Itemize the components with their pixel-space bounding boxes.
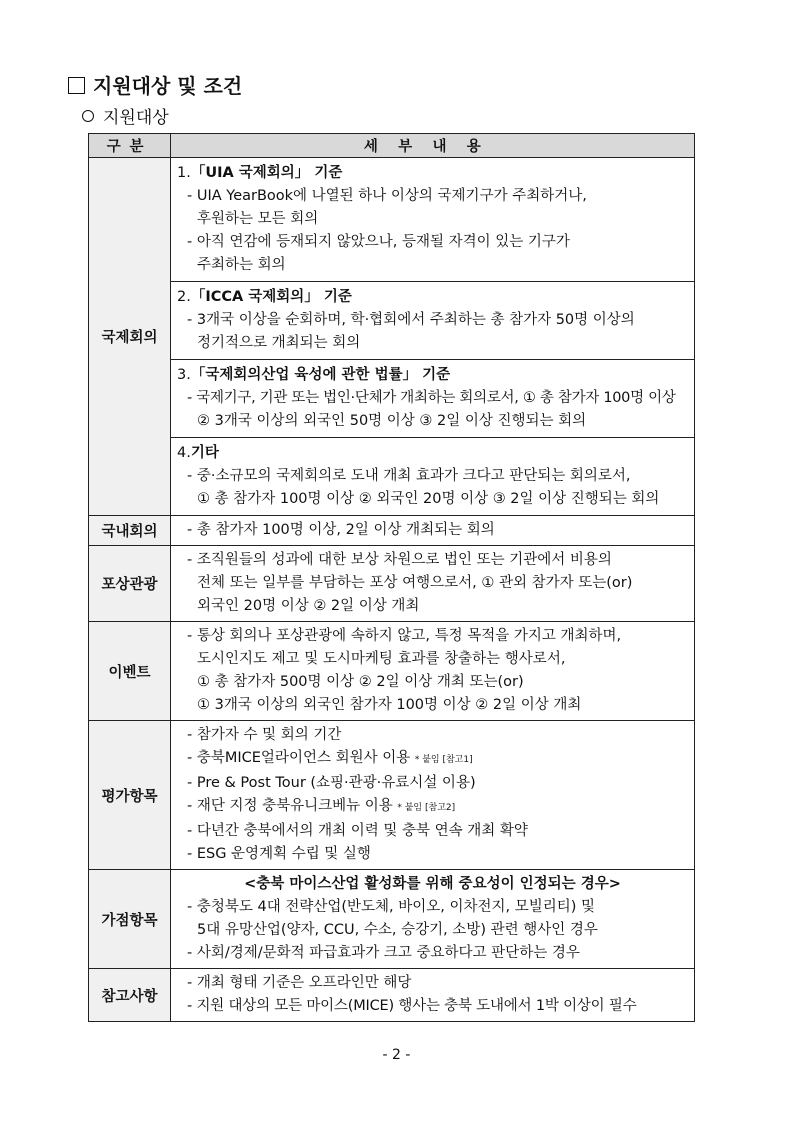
event-line4: ① 3개국 이상의 외국인 참가자 100명 이상 ② 2일 이상 개최 [197,697,582,713]
intl-other-num: 4. [177,445,191,461]
notes-line2: - 지원 대상의 모든 마이스(MICE) 행사는 충북 도내에서 1박 이상이 필수 [187,998,637,1014]
evaluation-note2: * 붙임 [참고2] [397,803,456,813]
intl-icca-num: 2. [177,289,191,305]
intl-other-line1: - 중·소규모의 국제회의로 도내 개최 효과가 크다고 판단되는 회의로서, [187,468,631,484]
intl-uia-num: 1. [177,165,191,181]
table-row-intl-s4 [89,438,695,516]
evaluation-line6: - ESG 운영계획 수립 및 실행 [187,846,371,862]
intl-law-line2: ② 3개국 이상의 외국인 50명 이상 ③ 2일 이상 진행되는 회의 [197,413,587,429]
subsection-heading-text: 지원대상 [103,108,169,128]
domestic-details [171,516,695,546]
table-header-row [89,134,695,158]
bonus-line1: - 충청북도 4대 전략산업(반도체, 바이오, 이차전지, 모빌리티) 및 [187,899,596,915]
table-row-intl-s3 [89,360,695,438]
bonus-details [171,870,695,969]
event-line2: 도시인지도 제고 및 도시마케팅 효과를 창출하는 행사로서, [197,651,566,667]
evaluation-line1: - 참가자 수 및 회의 기간 [187,727,342,743]
header-details: 세부내용 [171,134,695,158]
category-international-conference: 국제회의 [89,158,171,516]
notes-line1: - 개최 형태 기준은 오프라인만 해당 [187,975,412,991]
event-details [171,622,695,721]
intl-other-criteria [171,438,695,516]
incentive-details [171,546,695,622]
support-criteria-table [88,133,695,1022]
intl-other-line2: ① 총 참가자 100명 이상 ② 외국인 20명 이상 ③ 2일 이상 진행되는 회의 [197,491,660,507]
bonus-line2: 5대 유망산업(양자, CCU, 수소, 승강기, 소방) 관련 행사인 경우 [197,922,598,938]
intl-icca-line1: - 3개국 이상을 순회하며, 학·협회에서 주최하는 총 참가자 50명 이상의 [187,312,635,328]
category-notes: 참고사항 [89,969,171,1022]
incentive-line1: - 조직원들의 성과에 대한 보상 차원으로 법인 또는 기관에서 비용의 [187,552,612,568]
table-row-incentive [89,546,695,622]
header-category: 구분 [89,134,171,158]
evaluation-line2: - 충북MICE얼라이언스 회원사 이용 [187,750,411,766]
intl-uia-line1: - UIA YearBook에 나열된 하나 이상의 국제기구가 주최하거나, [187,188,587,204]
evaluation-line4: - 재단 지정 충북유니크베뉴 이용 [187,798,393,814]
evaluation-line3: - Pre & Post Tour (쇼핑·관광·유료시설 이용) [187,775,476,791]
table-row-bonus [89,870,695,969]
incentive-line2: 전체 또는 일부를 부담하는 포상 여행으로서, ① 관외 참가자 또는(or) [197,575,633,591]
circle-bullet-icon [82,110,94,122]
event-line3: ① 총 참가자 500명 이상 ② 2일 이상 개최 또는(or) [197,674,524,690]
category-bonus: 가점항목 [89,870,171,969]
notes-details [171,969,695,1022]
evaluation-details [171,721,695,870]
intl-uia-line4: 주최하는 회의 [197,257,286,273]
incentive-line3: 외국인 20명 이상 ② 2일 이상 개최 [197,598,420,614]
intl-icca-criteria [171,282,695,360]
intl-law-title: 「국제회의산업 육성에 관한 법률」 기준 [190,367,451,383]
intl-uia-line3: - 아직 연감에 등재되지 않았으나, 등재될 자격이 있는 기구가 [187,234,570,250]
intl-uia-line2: 후원하는 모든 회의 [197,211,319,227]
domestic-line1: - 총 참가자 100명 이상, 2일 이상 개최되는 회의 [187,522,495,538]
intl-other-title: 기타 [190,445,219,461]
intl-icca-title: 「ICCA 국제회의」 기준 [190,289,352,305]
table-row-notes [89,969,695,1022]
bonus-line3: - 사회/경제/문화적 파급효과가 크고 중요하다고 판단하는 경우 [187,945,580,961]
intl-law-num: 3. [177,367,191,383]
table-row-event [89,622,695,721]
intl-uia-criteria [171,158,695,282]
category-evaluation: 평가항목 [89,721,171,870]
intl-icca-line2: 정기적으로 개최되는 회의 [197,335,361,351]
intl-uia-title: 「UIA 국제회의」 기준 [190,165,343,181]
section-heading-text: 지원대상 및 조건 [93,74,243,98]
page-number: - 2 - [382,1047,411,1063]
evaluation-line5: - 다년간 충북에서의 개최 이력 및 충북 연속 개최 확약 [187,823,528,839]
category-incentive-tour: 포상관광 [89,546,171,622]
table-row-evaluation [89,721,695,870]
category-domestic-conference: 국내회의 [89,516,171,546]
category-event: 이벤트 [89,622,171,721]
table-row-intl-s2 [89,282,695,360]
checkbox-square-icon [68,77,85,94]
subsection-heading [82,103,169,128]
section-heading [68,70,242,99]
event-line1: - 통상 회의나 포상관광에 속하지 않고, 특정 목적을 가지고 개최하며, [187,628,622,644]
intl-law-line1: - 국제기구, 기관 또는 법인·단체가 개최하는 회의로서, ① 총 참가자 100명 이상 [187,390,676,406]
evaluation-note1: * 붙임 [참고1] [414,755,473,765]
table-row-domestic [89,516,695,546]
bonus-title: <충북 마이스산업 활성화를 위해 중요성이 인정되는 경우> [244,876,621,892]
intl-law-criteria [171,360,695,438]
table-row-intl-s1 [89,158,695,282]
